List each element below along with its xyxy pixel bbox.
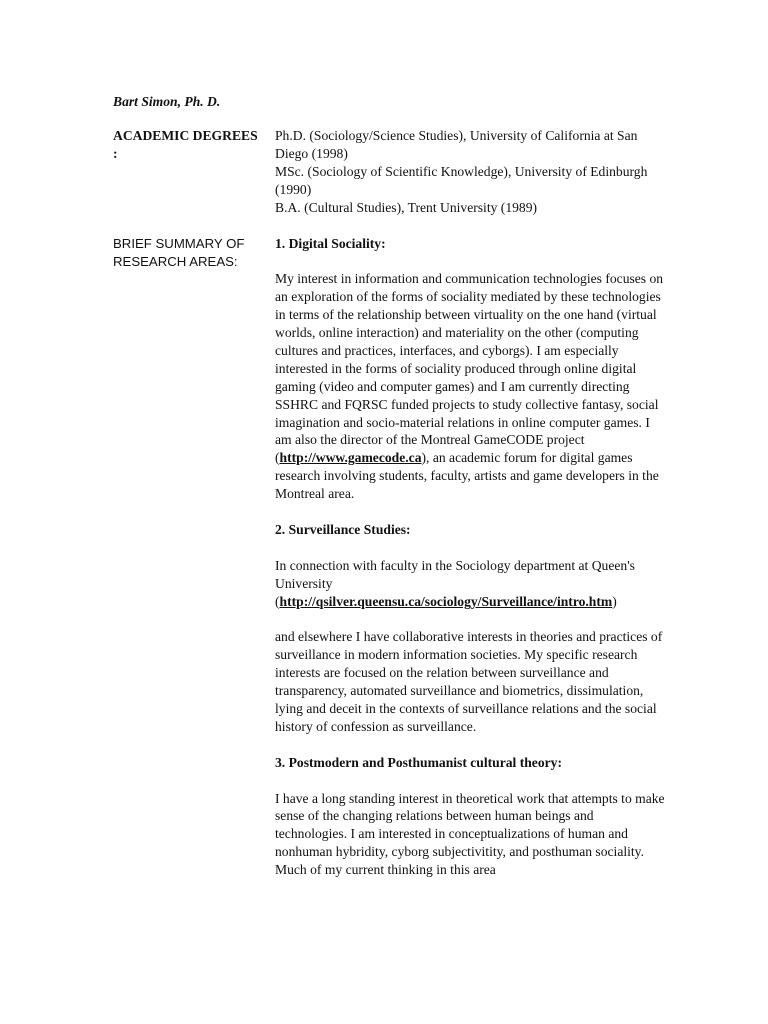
paren-close: ) <box>612 593 617 609</box>
author-name: Bart Simon, Ph. D. <box>113 94 221 109</box>
degree-msc: MSc. (Sociology of Scientific Knowledge), University of Edinburgh (1990) <box>275 163 648 197</box>
research-areas-label: BRIEF SUMMARY OF RESEARCH AREAS: <box>113 236 245 269</box>
queensu-surveillance-link[interactable]: http://qsilver.queensu.ca/sociology/Surveillance/intro.htm <box>279 593 613 609</box>
surveillance-link-line <box>275 593 665 611</box>
degree-phd: Ph.D. (Sociology/Science Studies), University of California at San Diego (1998) <box>275 128 638 161</box>
section-body-digital-sociality <box>275 270 665 503</box>
paren-open: ( <box>275 593 280 609</box>
section-body-surveillance: and elsewhere I have collaborative interests in theories and practices of surveillance in modern information societies. My specific research interests are focused on the relation between surveillance and transparency, automated surveillance and biometrics, dissimulation, lying and deceit in the contexts of surveillance relations and the social history of confession as surveillance. <box>275 629 663 734</box>
academic-degrees-label: ACADEMIC DEGREES : <box>113 128 258 161</box>
content-column <box>275 127 665 879</box>
spacer <box>275 539 665 557</box>
section-heading-digital-sociality: 1. Digital Sociality: <box>275 235 386 251</box>
spacer <box>275 217 665 235</box>
gamecode-link[interactable]: http://www.gamecode.ca <box>279 450 422 466</box>
body-text: ), an academic forum for digital games research involving students, faculty, artists and game developers in the Montreal area. <box>275 450 659 502</box>
section-intro-surveillance: In connection with faculty in the Sociology department at Queen's University <box>275 557 635 591</box>
spacer <box>275 252 665 270</box>
section-heading-posthumanist: 3. Postmodern and Posthumanist cultural theory: <box>275 754 562 770</box>
body-text: My interest in information and communication technologies focuses on an exploration of the forms of sociality mediated by these technologies in terms of the relationship between virtuality on the one hand (virtual worlds, online interaction) and materiality on the other (computing cultures and practices, interfaces, and cyborgs). I am especially interested in the forms of sociality produced through online digital gaming (video and computer games) and I am currently directing SSHRC and FQRSC funded projects to study collective fantasy, social imagination and socio-material relations in online computer games. I am also the director of the Montreal GameCODE project ( <box>275 271 664 466</box>
spacer <box>275 611 665 629</box>
degree-ba: B.A. (Cultural Studies), Trent University (1989) <box>275 199 538 215</box>
section-heading-surveillance: 2. Surveillance Studies: <box>275 522 411 537</box>
spacer <box>275 772 665 790</box>
spacer <box>275 736 665 754</box>
section-body-posthumanist: I have a long standing interest in theoretical work that attempts to make sense of the changing relations between human beings and technologies. I am interested in conceptualizations of human and nonhuman hybridity, cyborg subjectivitity, and posthuman sociality. Much of my current thinking in this area <box>275 790 665 878</box>
spacer <box>275 503 665 521</box>
